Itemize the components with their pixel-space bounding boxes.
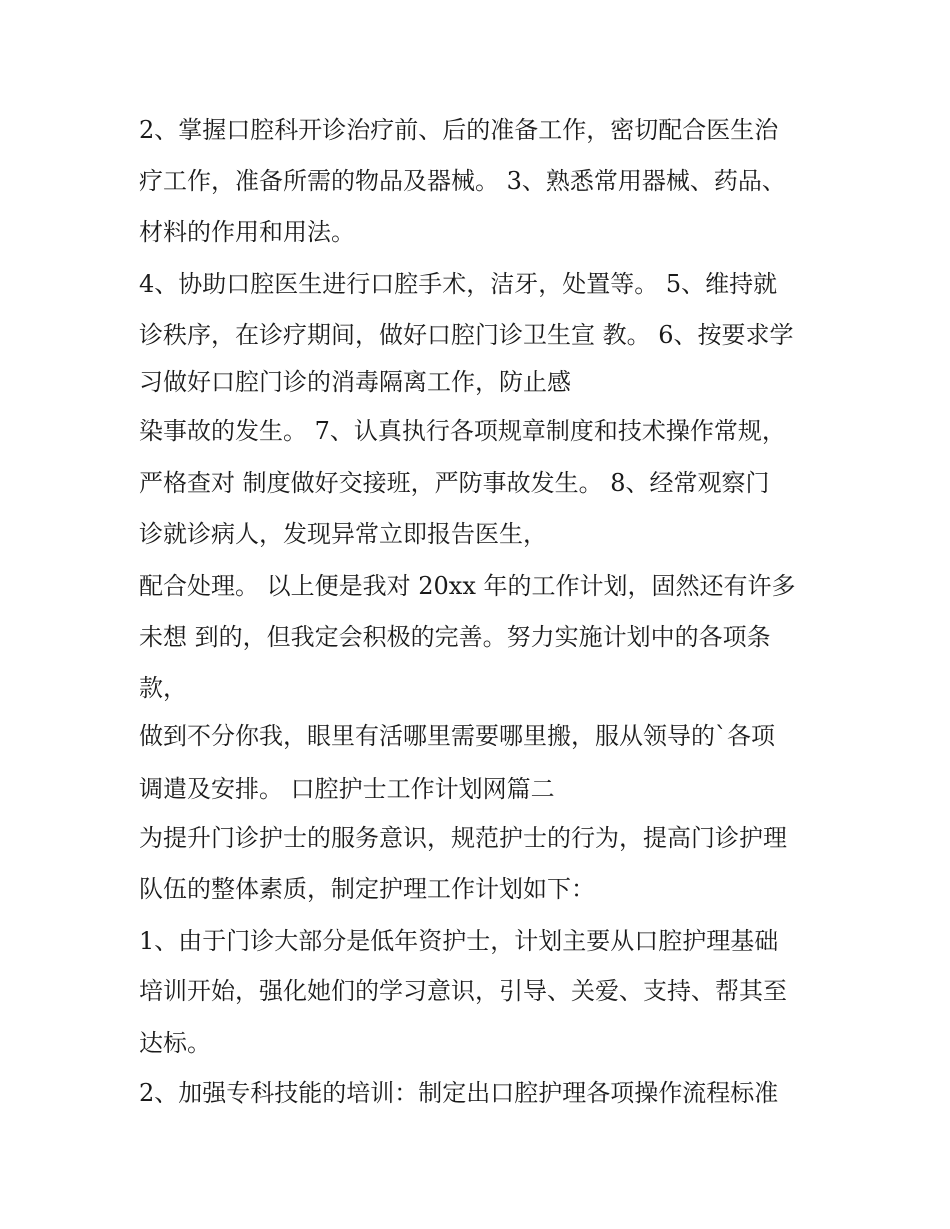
- text-line: 染事故的发生。 7、认真执行各项规章制度和技术操作常规，: [139, 417, 786, 445]
- text-line: 疗工作，准备所需的物品及器械。 3、熟悉常用器械、药品、: [139, 167, 786, 195]
- text-line: 未想 到的，但我定会积极的完善。努力实施计划中的各项条: [139, 623, 771, 651]
- text-line: 材料的作用和用法。: [139, 218, 355, 246]
- text-line: 培训开始，强化她们的学习意识，引导、关爱、支持、帮其至: [139, 977, 787, 1005]
- text-line: 为提升门诊护士的服务意识，规范护士的行为，提高门诊护理: [139, 824, 787, 852]
- text-line: 2、掌握口腔科开诊治疗前、后的准备工作，密切配合医生治: [139, 116, 779, 144]
- text-line: 队伍的整体素质，制定护理工作计划如下：: [139, 875, 595, 903]
- text-line: 款，: [139, 674, 187, 702]
- text-line: 2、加强专科技能的培训：制定出口腔护理各项操作流程标准: [139, 1079, 779, 1107]
- text-line: 诊就诊病人，发现异常立即报告医生，: [139, 520, 547, 548]
- text-line: 达标。: [139, 1029, 211, 1057]
- text-line: 调遣及安排。 口腔护士工作计划网篇二: [139, 775, 555, 803]
- text-line: 1、由于门诊大部分是低年资护士，计划主要从口腔护理基础: [139, 927, 779, 955]
- text-line: 诊秩序，在诊疗期间，做好口腔门诊卫生宣 教。 6、按要求学: [139, 321, 794, 349]
- text-line: 4、协助口腔医生进行口腔手术，洁牙，处置等。 5、维持就: [139, 270, 778, 298]
- text-line: 严格查对 制度做好交接班，严防事故发生。 8、经常观察门: [139, 469, 770, 497]
- text-line: 配合处理。 以上便是我对 20xx 年的工作计划，固然还有许多: [139, 572, 796, 600]
- text-line: 做到不分你我，眼里有活哪里需要哪里搬，服从领导的`各项: [139, 722, 775, 750]
- text-line: 习做好口腔门诊的消毒隔离工作，防止感: [139, 368, 571, 396]
